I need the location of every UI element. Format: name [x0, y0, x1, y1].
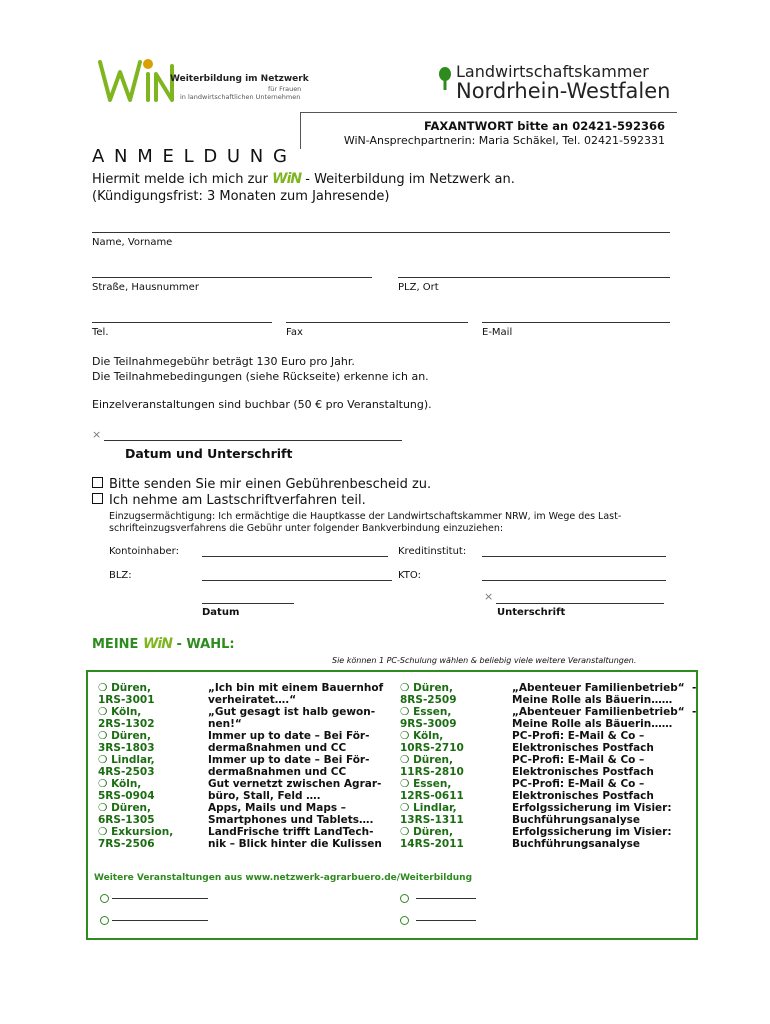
- fax-line: FAXANTWORT bitte an 02421-592366: [423, 119, 665, 133]
- wahl-note: Sie können 1 PC-Schulung wählen & beliebig viele weitere Veranstaltungen.: [332, 656, 637, 665]
- extra-option-1-circle[interactable]: [100, 894, 109, 903]
- plz-label: PLZ, Ort: [398, 282, 439, 293]
- extra-option-4[interactable]: [400, 910, 413, 929]
- email-label: E-Mail: [482, 327, 513, 338]
- win-logo-sub2: in landwirtschaftlichen Unternehmen: [180, 93, 301, 101]
- holder-line[interactable]: [202, 556, 388, 557]
- extra-option-1-line[interactable]: [112, 898, 208, 899]
- extra-option-4-line[interactable]: [416, 920, 476, 921]
- kto-label: KTO:: [398, 570, 421, 581]
- tel-line[interactable]: [92, 322, 272, 323]
- option-fee-notice-label: Bitte senden Sie mir einen Gebührenbescheid zu.: [109, 477, 432, 492]
- lwk-logo-line1: Landwirtschaftskammer: [456, 62, 649, 81]
- fax-box: [300, 112, 677, 149]
- tel-label: Tel.: [92, 327, 109, 338]
- kto-line[interactable]: [482, 580, 666, 581]
- win-logo-sub1: für Frauen: [268, 85, 302, 93]
- lwk-logo: [436, 62, 686, 106]
- win-logo-tagline: Weiterbildung im Netzwerk: [170, 74, 309, 84]
- course-col-2: „Ich bin mit einem Bauernhof verheiratet….“ „Gut gesagt ist halb gewon- nen!“ Immer up to date – Bei För- dermaßnahmen und CC Immer up to date – Bei För- dermaßnahmen und CC Gut vernetzt zwischen Agrar- büro, Stall, Feld …. Apps, Mails und Maps – Smartphones und Tablets…. LandFrische trifft LandTech- nik – Blick hinter die Kulissen: [208, 682, 384, 850]
- fax-line-input[interactable]: [286, 322, 468, 323]
- extra-option-3-line[interactable]: [112, 920, 208, 921]
- course-col-1[interactable]: ❍ Düren, 1RS-3001 ❍ Köln, 2RS-1302 ❍ Düren, 3RS-1803 ❍ Lindlar, 4RS-2503 ❍ Köln, 5RS-0904 ❍ Düren, 6RS-1305 ❍ Exkursion, 7RS-2506: [98, 682, 174, 850]
- single-events-line: Einzelveranstaltungen sind buchbar (50 € pro Veranstaltung).: [92, 398, 432, 411]
- wahl-win-word: WiN: [142, 636, 172, 652]
- email-line[interactable]: [482, 322, 670, 323]
- lwk-logo-line2: Nordrhein-Westfalen: [456, 79, 671, 103]
- street-label: Straße, Hausnummer: [92, 282, 199, 293]
- extra-option-2-line[interactable]: [416, 898, 476, 899]
- signature-line[interactable]: [104, 440, 402, 441]
- plz-line[interactable]: [398, 277, 670, 278]
- bank-signature-label: Unterschrift: [497, 607, 566, 618]
- extra-option-2-circle[interactable]: [400, 894, 409, 903]
- conditions-line: Die Teilnahmebedingungen (siehe Rückseite) erkenne ich an.: [92, 370, 429, 383]
- extra-option-4-circle[interactable]: [400, 916, 409, 925]
- contact-line: WiN-Ansprechpartnerin: Maria Schäkel, Tel. 02421-592331: [343, 134, 665, 147]
- name-line[interactable]: [92, 232, 670, 233]
- street-line[interactable]: [92, 277, 372, 278]
- intro-line: [92, 171, 515, 187]
- option-direct-debit-label: Ich nehme am Lastschriftverfahren teil.: [109, 493, 366, 508]
- intro-post: - Weiterbildung im Netzwerk an.: [305, 172, 515, 187]
- institute-label: Kreditinstitut:: [398, 546, 467, 557]
- wahl-pre: MEINE: [92, 637, 139, 652]
- course-col-4: „Abenteuer Familienbetrieb“ - Meine Rolle als Bäuerin…… „Abenteuer Familienbetrieb“ - Meine Rolle als Bäuerin…… PC-Profi: E-Mail & Co – Elektronisches Postfach PC-Profi: E-Mail & Co – Elektronisches Postfach PC-Profi: E-Mail & Co – Elektronisches Postfach Erfolgssicherung im Visier: Buchführungsanalyse Erfolgssicherung im Visier: Buchführungsanalyse: [512, 682, 697, 850]
- institute-line[interactable]: [482, 556, 666, 557]
- checkbox-direct-debit[interactable]: [92, 493, 103, 504]
- holder-label: Kontoinhaber:: [109, 546, 179, 557]
- intro-win-word: WiN: [272, 171, 302, 187]
- further-events: Weitere Veranstaltungen aus www.netzwerk-agrarbuero.de/Weiterbildung: [94, 873, 473, 883]
- option-direct-debit[interactable]: [92, 493, 366, 508]
- date-line[interactable]: [202, 603, 294, 604]
- leaf-icon: [436, 66, 454, 92]
- fax-label: Fax: [286, 327, 303, 338]
- wahl-post: - WAHL:: [176, 637, 235, 652]
- blz-line[interactable]: [202, 580, 392, 581]
- name-label: Name, Vorname: [92, 237, 173, 248]
- page-title: A N M E L D U N G: [92, 146, 289, 167]
- blz-label: BLZ:: [109, 570, 132, 581]
- fee-line: Die Teilnahmegebühr beträgt 130 Euro pro Jahr.: [92, 355, 355, 368]
- date-label: Datum: [202, 607, 240, 618]
- signature-label: Datum und Unterschrift: [125, 446, 293, 461]
- win-logo-graphic: [96, 52, 176, 106]
- win-logo: [96, 52, 309, 106]
- cancellation-note: (Kündigungsfrist: 3 Monaten zum Jahresende): [92, 189, 390, 204]
- bank-x-mark: ×: [484, 590, 494, 603]
- intro-pre: Hiermit melde ich mich zur: [92, 172, 268, 187]
- option-fee-notice[interactable]: [92, 477, 431, 492]
- extra-option-2[interactable]: [400, 888, 413, 907]
- extra-option-3-circle[interactable]: [100, 916, 109, 925]
- course-col-3[interactable]: ❍ Düren, 8RS-2509 ❍ Essen, 9RS-3009 ❍ Köln, 10RS-2710 ❍ Düren, 11RS-2810 ❍ Essen, 12RS-0611 ❍ Lindlar, 13RS-1311 ❍ Düren, 14RS-2011: [400, 682, 464, 850]
- checkbox-fee-notice[interactable]: [92, 477, 103, 488]
- bank-signature-line[interactable]: [496, 603, 664, 604]
- mandate-line2: schrifteinzugsverfahrens die Gebühr unter folgender Bankverbindung einzuziehen:: [109, 523, 504, 534]
- wahl-heading: [92, 636, 235, 652]
- mandate-line1: Einzugsermächtigung: Ich ermächtige die Hauptkasse der Landwirtschaftskammer NRW, im Wege des Last-: [109, 511, 622, 522]
- sign-x-mark: ×: [92, 428, 102, 441]
